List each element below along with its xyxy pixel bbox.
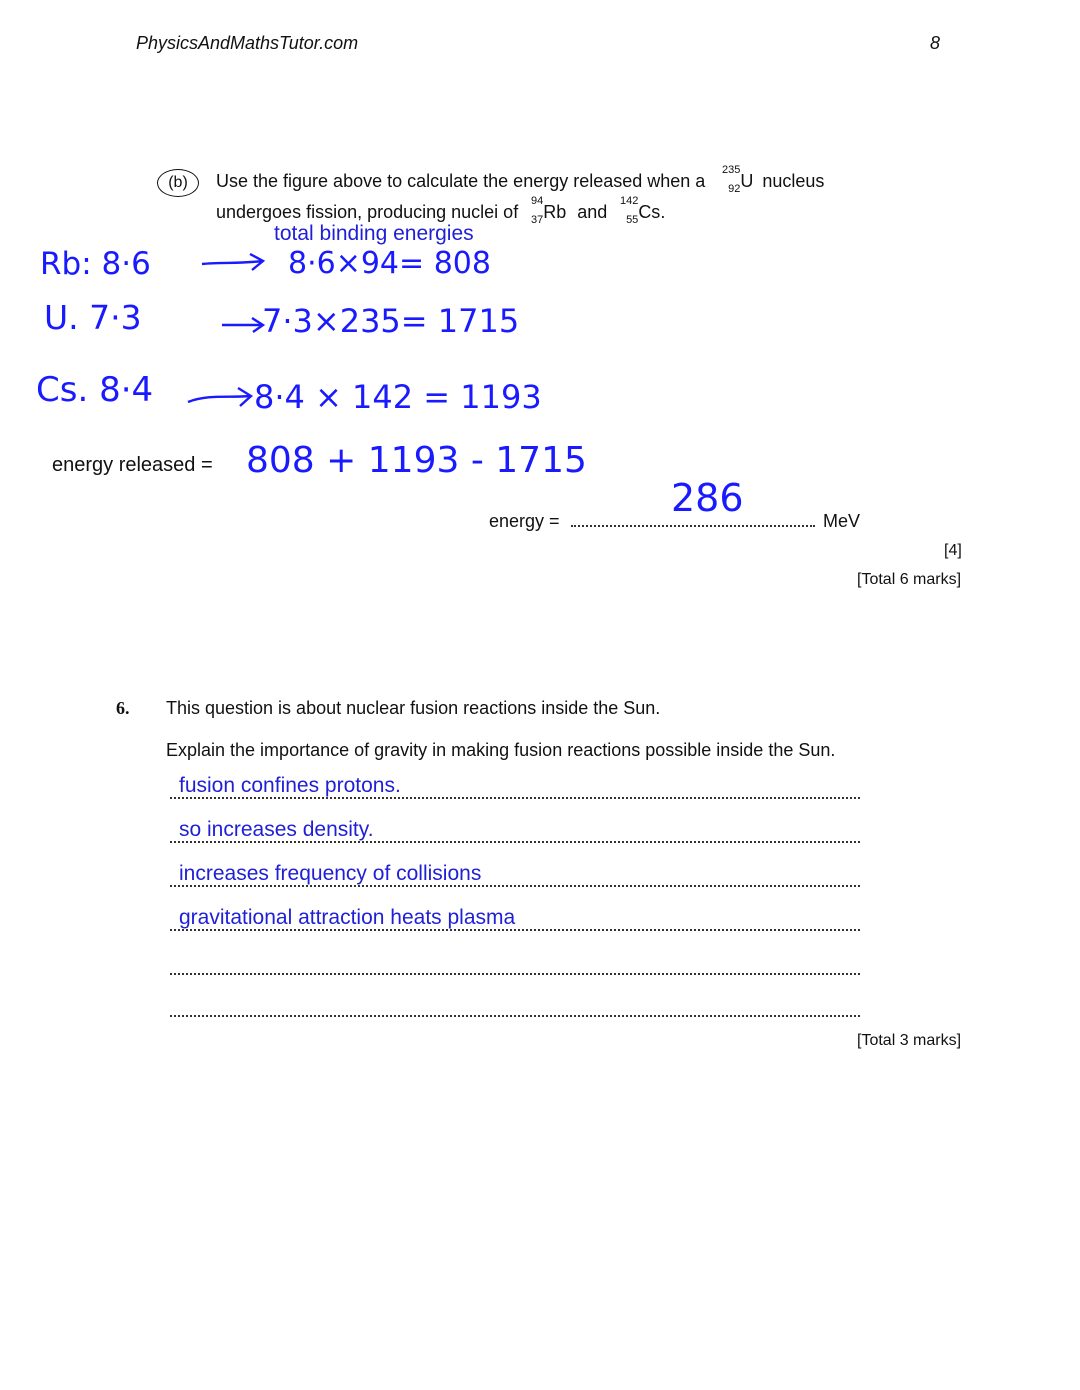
answer-text: increases frequency of collisions — [179, 862, 482, 885]
energy-released-working: 808 + 1193 - 1715 — [246, 440, 587, 481]
total-marks-q6: [Total 3 marks] — [857, 1032, 962, 1049]
question-line-1 — [216, 164, 825, 195]
line1-text: Use the figure above to calculate the energy released when a — [216, 171, 706, 191]
answer-text: gravitational attraction heats plasma — [179, 906, 516, 929]
and-word: and — [577, 202, 608, 222]
nuclide-u — [721, 164, 754, 195]
dotted-line — [170, 973, 860, 975]
energy-released-label: energy released = — [52, 454, 213, 476]
answer-text: fusion confines protons. — [179, 774, 401, 797]
line2-period: . — [660, 202, 666, 222]
question-number: 6. — [116, 698, 130, 718]
site-name: PhysicsAndMathsTutor.com — [136, 33, 359, 53]
rb-atomic: 37 — [530, 214, 544, 226]
energy-unit: MeV — [823, 511, 861, 531]
answer-line — [170, 817, 860, 843]
rb-mass: 94 — [530, 195, 544, 207]
answer-line — [170, 905, 860, 931]
u-symbol: U — [740, 171, 754, 191]
nuclide-rb — [530, 195, 567, 226]
working-calc-rb: 8·6×94= 808 — [288, 246, 491, 281]
answer-line — [170, 991, 860, 1017]
page-number: 8 — [930, 33, 941, 53]
answer-line — [170, 861, 860, 887]
nuclide-cs — [619, 195, 661, 226]
line2-text: undergoes fission, producing nuclei of — [216, 202, 519, 222]
question-prompt: Explain the importance of gravity in making fusion reactions possible inside the Sun. — [166, 740, 836, 760]
typed-note: total binding energies — [274, 222, 474, 245]
answer-line — [170, 949, 860, 975]
working-calc-u: 7·3×235= 1715 — [262, 302, 520, 340]
working-label-rb: Rb: 8·6 — [40, 246, 151, 282]
arrow-icon — [220, 313, 270, 338]
energy-answer-value: 286 — [671, 476, 744, 520]
arrow-icon — [200, 252, 272, 279]
question-stem: This question is about nuclear fusion reactions inside the Sun. — [166, 698, 661, 718]
marks-part-b: [4] — [944, 542, 962, 559]
energy-answer-label: energy = — [489, 511, 560, 531]
u-atomic: 92 — [728, 183, 741, 195]
rb-symbol: Rb — [543, 202, 567, 222]
answer-dotted-line — [571, 525, 815, 527]
working-label-u: U. 7·3 — [44, 298, 142, 337]
total-marks-q5: [Total 6 marks] — [857, 571, 962, 588]
cs-symbol: Cs — [638, 202, 661, 222]
answer-line — [170, 773, 860, 799]
working-calc-cs: 8·4 × 142 = 1193 — [254, 378, 542, 416]
dotted-line — [170, 1015, 860, 1017]
part-label: (b) — [157, 169, 199, 197]
cs-mass: 142 — [619, 195, 639, 207]
cs-atomic: 55 — [626, 214, 639, 226]
arrow-icon — [186, 386, 258, 415]
line1-end: nucleus — [762, 171, 825, 191]
working-label-cs: Cs. 8·4 — [36, 370, 154, 410]
question-line-2 — [216, 195, 666, 226]
answer-text: so increases density. — [179, 818, 374, 841]
u-mass: 235 — [721, 164, 741, 176]
